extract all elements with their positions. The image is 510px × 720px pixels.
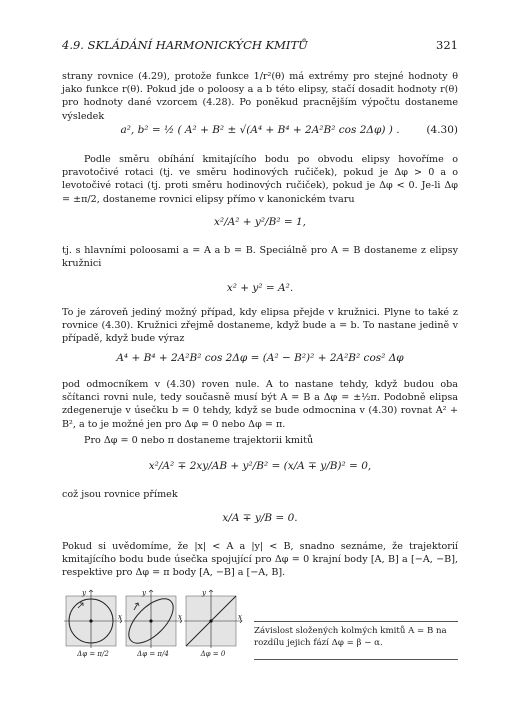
paragraph-3: tj. s hlavními poloosami a = A a b = B. Speciálně pro A = B dostaneme z elipsy kružnici (62, 245, 458, 270)
figure-panel-tilted-ellipse (122, 588, 184, 664)
figure-ellipse-drawing (122, 588, 184, 650)
figure-line-drawing (182, 588, 244, 650)
paragraph-2: Podle směru obíhání kmitajícího bodu po obvodu elipsy hovoříme o pravotočivé rotaci (tj. ve směru hodinových ručiček), pokud je Δφ > 0 a o levotočivé rotaci (tj. proti směru hodinových ručiček), pokud je Δφ < 0. Je-li Δφ = ±π/2, dostaneme rovnici elipsy přímo v kanonickém tvaru (62, 154, 458, 205)
paragraph-7: což jsou rovnice přímek (62, 489, 178, 500)
equation-circle: x² + y² = A². (226, 282, 294, 294)
equation-4-30-body: a², b² = ½ ( A² + B² ± √(A⁴ + B⁴ + 2A²B² cos 2Δφ) ) . (120, 124, 400, 136)
section-title: 4.9. SKLÁDÁNÍ HARMONICKÝCH KMITŮ (62, 38, 308, 52)
y-axis-label: y (142, 589, 146, 597)
figure-caption: Závislost složených kolmých kmitů A = B na rozdílu jejich fází Δφ = β − α. (254, 626, 447, 648)
x-axis-label: x (178, 613, 182, 621)
equation-lines: x/A ∓ y/B = 0. (222, 512, 298, 524)
caption-bottom-rule (254, 659, 458, 660)
equation-trajectory: x²/A² ∓ 2xy/AB + y²/B² = (x/A ∓ y/B)² = 0, (148, 460, 372, 472)
paragraph-4: To je zároveň jediný možný případ, kdy elipsa přejde v kružnici. Plyne to také z rovnice (4.30). Kružnici zřejmě dostaneme, když bude a = b. To nastane jedině v případě, když bude výraz (62, 307, 458, 345)
figure-label: Δφ = 0 (200, 650, 226, 658)
figure-label: Δφ = π/4 (137, 650, 169, 658)
running-header (62, 38, 458, 52)
caption-top-rule (254, 621, 458, 622)
equation-radicand: A⁴ + B⁴ + 2A²B² cos 2Δφ = (A² − B²)² + 2A²B² cos² Δφ (116, 352, 404, 364)
x-axis-label: x (118, 613, 122, 621)
paragraph-6: Pro Δφ = 0 nebo π dostaneme trajektorii kmitů (84, 435, 314, 446)
paragraph-8: Pokud si uvědomíme, že |x| < A a |y| < B, snadno seznáme, že trajektorií kmitajícího bodu bude úsečka spojující pro Δφ = 0 krajní body [A, B] a [−A, −B], respektive pro Δφ = π body [A, −B] a [−A, B]. (62, 541, 458, 579)
y-axis-label: y (202, 589, 206, 597)
x-axis-label: x (238, 613, 242, 621)
figure-panel-line (182, 588, 244, 664)
figure-circle-drawing (62, 588, 124, 650)
paragraph-5: pod odmocníkem v (4.30) roven nule. A to nastane tehdy, když budou oba sčítanci rovni nule, tedy současně musí být A = B a Δφ = ±½π. Podobně elipsa zdegeneruje v úsečku b = 0 tehdy, když se bude odmocnina v (4.30) rovnat A² + B², a to je možné jen pro Δφ = 0 nebo Δφ = π. (62, 379, 458, 430)
figure-panel-circle (62, 588, 124, 664)
y-axis-label: y (82, 589, 86, 597)
equation-ellipse-canonical: x²/A² + y²/B² = 1, (213, 216, 307, 228)
equation-4-30 (62, 124, 458, 136)
figure-label: Δφ = π/2 (77, 650, 109, 658)
page-number: 321 (436, 38, 458, 52)
paragraph-1: strany rovnice (4.29), protože funkce 1/r²(θ) má extrémy pro stejné hodnoty θ jako funkce r(θ). Pokud jde o poloosy a a b této elipsy, stačí dosadit hodnoty r(θ) pro hodnoty dané vzorcem (4.28). Po poněkud pracnějším výpočtu dostaneme výsledek (62, 71, 458, 122)
equation-number: (4.30) (426, 124, 458, 136)
